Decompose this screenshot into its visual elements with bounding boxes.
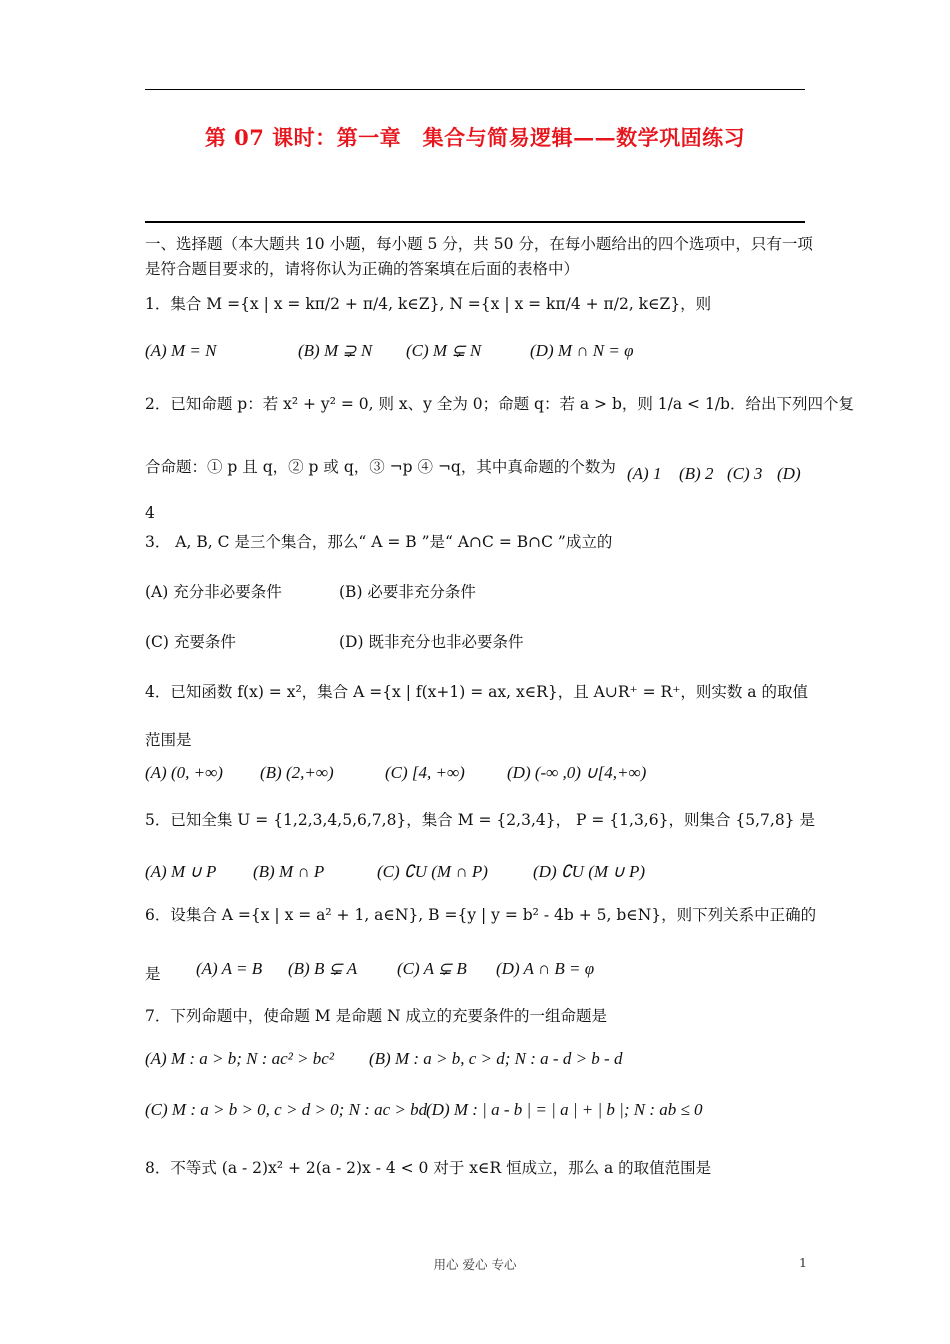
question-6-option-b: (B) B ⊊ A: [288, 959, 358, 978]
question-5-option-a: (A) M ∪ P: [145, 862, 217, 881]
question-4-text-line-2: 范围是: [145, 731, 192, 749]
header-rule: [145, 89, 805, 90]
question-2-option-d: (D): [777, 464, 801, 483]
question-2-text-line-1: 2．已知命题 p：若 x² + y² = 0, 则 x、y 全为 0；命题 q：若 a > b，则 1/a < 1/b．给出下列四个复: [145, 395, 854, 413]
question-3-option-b: (B) 必要非充分条件: [339, 583, 476, 601]
question-7-option-a: (A) M : a > b; N : ac² > bc²: [145, 1049, 334, 1068]
section-intro-line-2: 是符合题目要求的，请将你认为正确的答案填在后面的表格中）: [145, 260, 580, 278]
question-2-option-c: (C) 3: [727, 464, 763, 483]
question-4-option-d: (D) (-∞ ,0) ∪[4,+∞): [507, 763, 647, 782]
question-4-option-a: (A) (0, +∞): [145, 763, 223, 782]
section-rule: [145, 221, 805, 223]
question-4-option-c: (C) [4, +∞): [385, 763, 465, 782]
page-footer: 用心 爱心 专心: [433, 1257, 517, 1272]
question-3-option-c: (C) 充要条件: [145, 633, 236, 651]
question-6-option-d: (D) A ∩ B = φ: [496, 959, 595, 978]
question-1-text: 1．集合 M ={x | x = kπ/2 + π/4, k∈Z}, N ={x | x = kπ/4 + π/2, k∈Z}，则: [145, 295, 712, 313]
question-4-text-line-1: 4．已知函数 f(x) = x²，集合 A ={x | f(x+1) = ax, x∈R}，且 A∪R⁺ = R⁺，则实数 a 的取值: [145, 683, 808, 701]
question-5-option-d: (D) ∁U (M ∪ P): [533, 862, 646, 881]
question-1-option-a: (A) M = N: [145, 341, 217, 360]
question-3-option-d: (D) 既非充分也非必要条件: [339, 633, 524, 651]
question-6-text-line-2: 是: [145, 965, 161, 983]
question-7-option-d: (D) M : | a - b | = | a | + | b |; N : ab ≤ 0: [426, 1100, 703, 1119]
question-7-option-c: (C) M : a > b > 0, c > d > 0; N : ac > bd: [145, 1100, 428, 1119]
page-number: 1: [799, 1255, 807, 1270]
question-1-option-d: (D) M ∩ N = φ: [530, 341, 634, 360]
question-1-option-b: (B) M ⊋ N: [298, 341, 373, 360]
question-7-option-b: (B) M : a > b, c > d; N : a - d > b - d: [369, 1049, 623, 1068]
question-7-text: 7．下列命题中，使命题 M 是命题 N 成立的充要条件的一组命题是: [145, 1007, 608, 1025]
question-3-option-a: (A) 充分非必要条件: [145, 583, 282, 601]
question-6-text-line-1: 6．设集合 A ={x | x = a² + 1, a∈N}, B ={y | y = b² - 4b + 5, b∈N}，则下列关系中正确的: [145, 906, 817, 924]
question-6-option-c: (C) A ⊊ B: [397, 959, 467, 978]
question-5-text: 5．已知全集 U = {1,2,3,4,5,6,7,8}，集合 M = {2,3,4}， P = {1,3,6}，则集合 {5,7,8} 是: [145, 811, 815, 829]
question-2-text-line-2: 合命题：① p 且 q，② p 或 q，③ ¬p ④ ¬q，其中真命题的个数为: [145, 458, 616, 476]
question-1-option-c: (C) M ⊊ N: [406, 341, 482, 360]
question-3-text: 3． A, B, C 是三个集合，那么“ A = B ”是“ A∩C = B∩C ”成立的: [145, 533, 613, 551]
question-6-option-a: (A) A = B: [196, 959, 263, 978]
question-2-text-line-3: 4: [145, 504, 155, 522]
question-8-text: 8．不等式 (a - 2)x² + 2(a - 2)x - 4 < 0 对于 x∈R 恒成立，那么 a 的取值范围是: [145, 1159, 712, 1177]
section-intro-line-1: 一、选择题（本大题共 10 小题，每小题 5 分，共 50 分，在每小题给出的四个选项中，只有一项: [145, 235, 813, 253]
question-5-option-b: (B) M ∩ P: [253, 862, 325, 881]
page-title: 第 07 课时：第一章 集合与简易逻辑——数学巩固练习: [204, 125, 746, 150]
question-2-option-a: (A) 1: [627, 464, 662, 483]
question-5-option-c: (C) ∁U (M ∩ P): [377, 862, 488, 881]
question-4-option-b: (B) (2,+∞): [260, 763, 334, 782]
question-2-option-b: (B) 2: [679, 464, 714, 483]
